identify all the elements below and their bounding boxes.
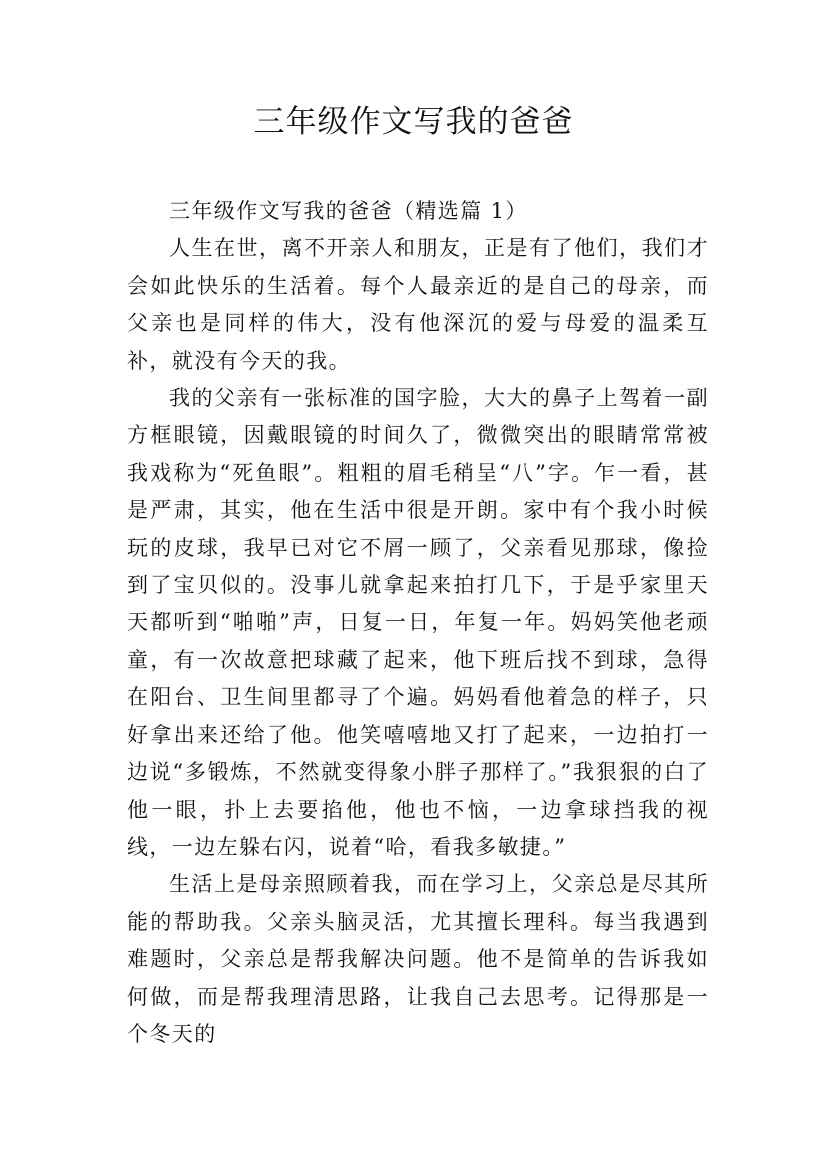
document-title: 三年级作文写我的爸爸	[253, 104, 574, 140]
document-body	[127, 193, 709, 1053]
paragraph: 生活上是母亲照顾着我，而在学习上，父亲总是尽其所能的帮助我。父亲头脑灵活，尤其擅长理科。每当我遇到难题时，父亲总是帮我解决问题。他不是简单的告诉我如何做，而是帮我理清思路，让我自己去思考。记得那是一个冬天的	[127, 872, 709, 1046]
paragraph: 我的父亲有一张标准的国字脸，大大的鼻子上驾着一副方框眼镜，因戴眼镜的时间久了，微微突出的眼睛常常被我戏称为“死鱼眼”。粗粗的眉毛稍呈“八”字。乍一看，甚是严肃，其实，他在生活中很是开朗。家中有个我小时候玩的皮球，我早已对它不屑一顾了，父亲看见那球，像捡到了宝贝似的。没事儿就拿起来拍打几下，于是乎家里天天都听到“啪啪”声，日复一日，年复一年。妈妈笑他老顽童，有一次故意把球藏了起来，他下班后找不到球，急得在阳台、卫生间里都寻了个遍。妈妈看他着急的样子，只好拿出来还给了他。他笑嘻嘻地又打了起来，一边拍打一边说“多锻炼，不然就变得象小胖子那样了。”我狠狠的白了他一眼，扑上去要掐他，他也不恼，一边拿球挡我的视线，一边左躲右闪，说着“哈，看我多敏捷。”	[127, 386, 709, 859]
paragraph: 人生在世，离不开亲人和朋友，正是有了他们，我们才会如此快乐的生活着。每个人最亲近的是自己的母亲，而父亲也是同样的伟大，没有他深沉的爱与母爱的温柔互补，就没有今天的我。	[127, 236, 709, 373]
section-heading: 三年级作文写我的爸爸（精选篇 1）	[169, 199, 528, 223]
